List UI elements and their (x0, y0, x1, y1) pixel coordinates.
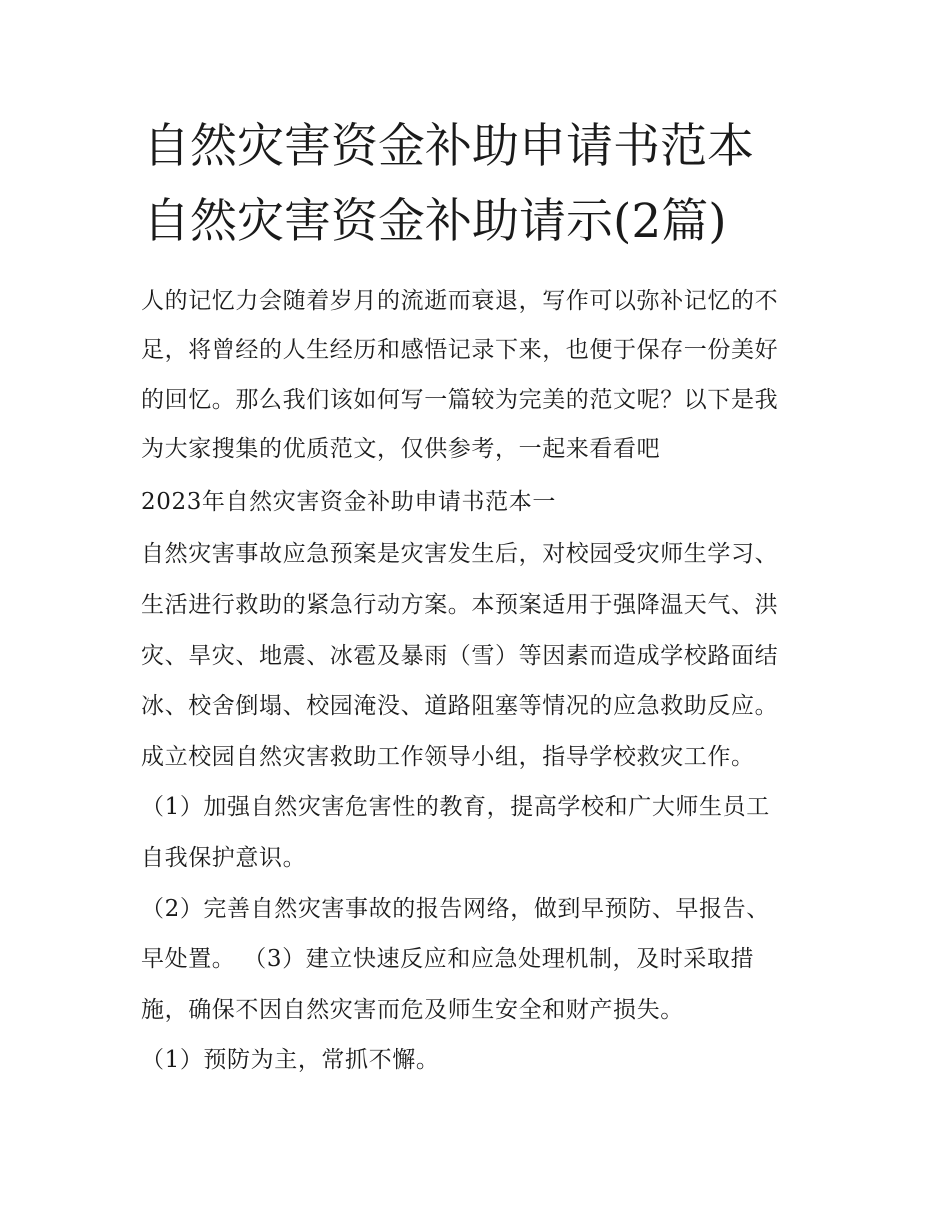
body-text-line: 冰、校舍倒塌、校园淹没、道路阻塞等情况的应急救助反应。 (141, 693, 779, 719)
body-text-line: 自我保护意识。 (141, 845, 307, 871)
body-text-line: 足，将曾经的人生经历和感悟记录下来，也便于保存一份美好 (141, 337, 779, 363)
body-text-line: 人的记忆力会随着岁月的流逝而衰退，写作可以弥补记忆的不 (141, 288, 779, 314)
section-heading: 2023年自然灾害资金补助申请书范本一 (141, 489, 556, 515)
body-text-line: 施，确保不因自然灾害而危及师生安全和财产损失。 (141, 997, 684, 1023)
body-text-line: 生活进行救助的紧急行动方案。本预案适用于强降温天气、洪 (141, 592, 779, 618)
body-text-line: 为大家搜集的优质范文，仅供参考，一起来看看吧 (141, 436, 661, 462)
body-text-line: （1）加强自然灾害危害性的教育，提高学校和广大师生员工 (141, 794, 770, 820)
body-text-line: 自然灾害事故应急预案是灾害发生后，对校园受灾师生学习、 (141, 541, 779, 567)
document-title-line-1: 自然灾害资金补助申请书范本 (143, 119, 754, 174)
body-text-line: （2）完善自然灾害事故的报告网络，做到早预防、早报告、 (141, 896, 770, 922)
body-text-line: （1）预防为主，常抓不懈。 (141, 1047, 440, 1073)
body-text-line: 的回忆。那么我们该如何写一篇较为完美的范文呢？以下是我 (141, 387, 779, 413)
document-title-line-2: 自然灾害资金补助请示(2篇) (143, 194, 727, 249)
body-text-line: 成立校园自然灾害救助工作领导小组，指导学校救灾工作。 (141, 744, 755, 770)
body-text-line: 早处置。 （3）建立快速反应和应急处理机制，及时采取措 (141, 946, 755, 972)
body-text-line: 灾、旱灾、地震、冰雹及暴雨（雪）等因素而造成学校路面结 (141, 643, 779, 669)
